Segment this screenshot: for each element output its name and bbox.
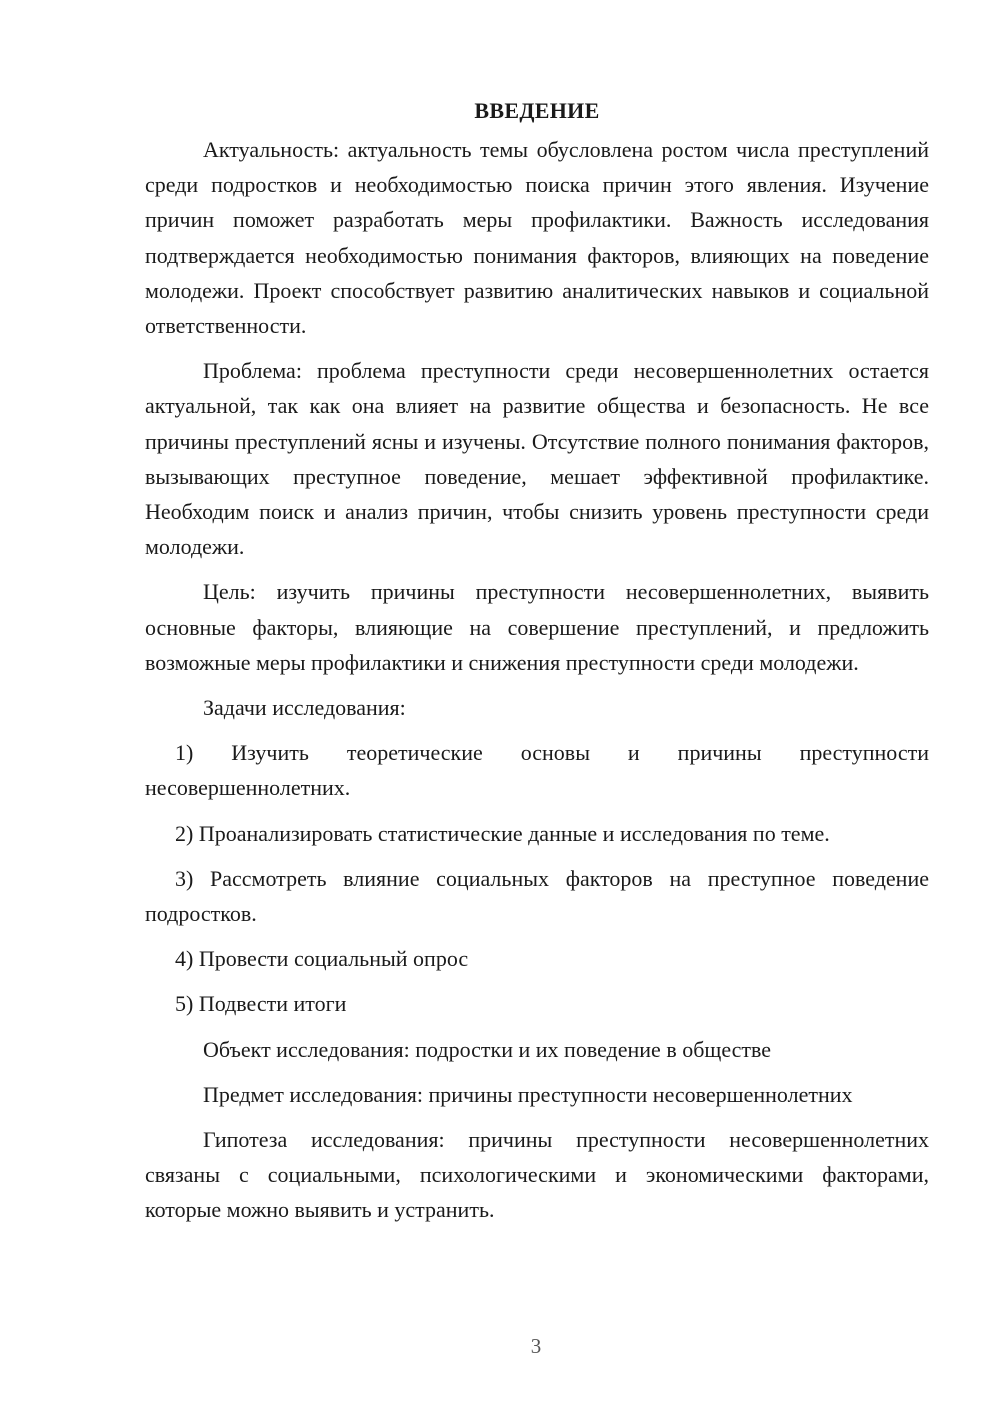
paragraph-problem: Проблема: проблема преступности среди несовершеннолетних остается актуальной, так как она влияет на развитие общества и безопасность. Не все причины преступлений ясны и изучены. Отсутствие полного понимания факторов, вызывающих преступное поведение, мешает эффективной профилактике. Необходим поиск и анализ причин, чтобы снизить уровень преступности среди молодежи. — [145, 358, 929, 560]
paragraph-hypothesis: Гипотеза исследования: причины преступности несовершеннолетних связаны с социальными, психологическими и экономическими факторами, которые можно выявить и устранить. — [145, 1127, 929, 1223]
task-item-2: 2) Проанализировать статистические данные и исследования по теме. — [175, 820, 830, 846]
paragraph-tasks-heading: Задачи исследования: — [203, 695, 406, 721]
section-title: ВВЕДЕНИЕ — [474, 98, 600, 123]
page-number: 3 — [530, 1334, 542, 1358]
task-item-4: 4) Провести социальный опрос — [175, 946, 469, 972]
paragraph-subject: Предмет исследования: причины преступности несовершеннолетних — [203, 1081, 853, 1107]
task-item-5: 5) Подвести итоги — [175, 991, 347, 1017]
document-page — [145, 96, 929, 1238]
task-item-3: 3) Рассмотреть влияние социальных факторов на преступное поведение подростков. — [145, 865, 929, 927]
paragraph-object: Объект исследования: подростки и их поведение в обществе — [203, 1036, 772, 1062]
paragraph-relevance: Актуальность: актуальность темы обусловлена ростом числа преступлений среди подростков и необходимостью поиска причин этого явления. Изучение причин поможет разработать меры профилактики. Важность исследования подтверждается необходимостью понимания факторов, влияющих на поведение молодежи. Проект способствует развитию аналитических навыков и социальной ответственности. — [145, 137, 929, 339]
task-item-1: 1) Изучить теоретические основы и причины преступности несовершеннолетних. — [145, 740, 929, 801]
paragraph-goal: Цель: изучить причины преступности несовершеннолетних, выявить основные факторы, влияющие на совершение преступлений, и предложить возможные меры профилактики и снижения преступности среди молодежи. — [145, 579, 929, 675]
